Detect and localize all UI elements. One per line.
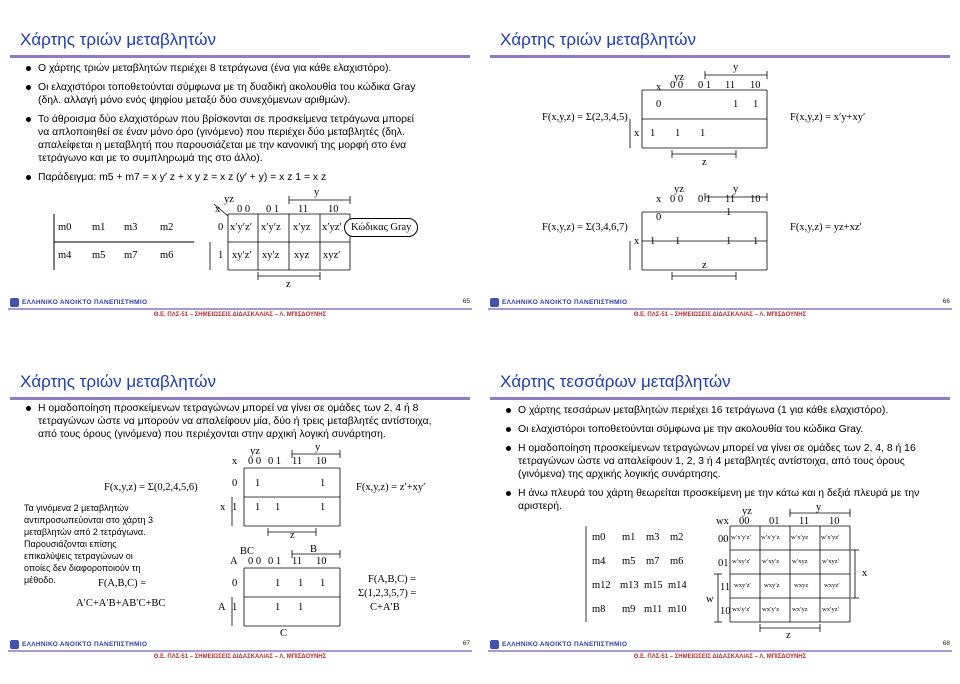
map2-expression-terms: A′C+A′B+AB′C+BC	[76, 598, 166, 609]
minterm-label: m3	[646, 532, 660, 543]
map-cell: 1	[320, 478, 326, 489]
minterm-label: m2	[160, 222, 174, 233]
note-text: Τα γινόμενα 2 μεταβλητών αντιπροσωπεύονται στο χάρτη 3 μεταβλητών από 2 τετράγωνα. Παρουσιάζονται επίσης επικαλύψεις τετραγώνων οι οποίες δεν διαφοροποιούν τη μέθοδο.	[24, 503, 154, 585]
col-header: 10	[328, 204, 339, 215]
bullet-item: Η ομαδοποίηση προσκείμενων τετραγώνων μπορεί να γίνει σε ομάδες των 2, 4 ή 8 τετραγώνων ώστε να μπορούν να απαλείφουν μία, δύο ή τρεις μεταβλητές αντίστοιχα, από τους όρους (γινόμενα) που περιέχονται στην αρχική λογική συνάρτηση.	[26, 402, 436, 441]
map-cell: 1	[320, 502, 326, 513]
col-header: 10	[750, 194, 761, 205]
map-cell: w′xyz′	[822, 558, 840, 565]
axis-label-z: z	[702, 260, 707, 271]
row-header: 1	[232, 502, 238, 513]
axis-label-z: z	[290, 530, 295, 541]
axis-label-y: y	[816, 502, 822, 513]
map-cell: x′y′z′	[230, 222, 253, 233]
bullet-item: Η ομαδοποίηση προσκείμενων τετραγώνων μπορεί να γίνει σε ομάδες των 2, 4, 8 ή 16 τετραγώνων ώστε να απαλείφουν 1, 2, 3 ή 4 μεταβλητές αντίστοιχα, από τους όρους (γινόμενα) της αρχικής λογικής συνάρτησης.	[506, 442, 926, 481]
axis-label-yz: yz	[674, 72, 684, 83]
minterm-label: m1	[622, 532, 636, 543]
col-header: 0 1	[698, 194, 712, 205]
minterm-label: m7	[124, 250, 138, 261]
axis-label-x: x	[656, 82, 662, 93]
university-logo-icon	[490, 298, 499, 307]
minterm-label: m6	[670, 556, 684, 567]
map-cell: w′xyz	[792, 558, 808, 565]
minterm-label: m14	[668, 580, 687, 591]
slide-title: Χάρτης τεσσάρων μεταβλητών	[500, 372, 731, 391]
map2-result: F(x,y,z) = yz+xz′	[790, 222, 862, 233]
map1-expression: F(x,y,z) = Σ(2,3,4,5)	[542, 112, 628, 123]
col-header: 0 0	[248, 456, 262, 467]
map-cell: w′xy′z′	[732, 558, 751, 565]
map-cell: x′yz	[293, 222, 311, 233]
page-number: 66	[942, 298, 950, 305]
row-header: 0	[232, 578, 238, 589]
slide-65	[0, 0, 480, 342]
footer	[488, 296, 952, 318]
slide-67	[0, 342, 480, 684]
minterm-label: m0	[592, 532, 606, 543]
university-logo-icon	[10, 298, 19, 307]
row-header: 1	[232, 602, 238, 613]
map-cell: w′x′yz′	[821, 534, 840, 541]
footer-divider	[488, 650, 952, 652]
bullet-item: Παράδειγμα: m5 + m7 = x y′ z + x y z = x z (y′ + y) = x z 1 = x z	[26, 171, 426, 184]
map-cell: 1	[700, 128, 706, 139]
row-header: 00	[718, 534, 729, 545]
map-cell: wx′y′z	[762, 606, 780, 613]
col-header: 0 0	[670, 194, 684, 205]
row-header: 0	[232, 478, 238, 489]
row-header: 0	[656, 212, 662, 223]
row-header: 1	[650, 128, 656, 139]
karnaugh-map-4var	[714, 509, 859, 632]
row-header: 10	[720, 606, 731, 617]
map-cell: 1	[733, 99, 739, 110]
map2-result: F(A,B,C) =	[368, 574, 417, 585]
karnaugh-figures	[480, 0, 960, 300]
col-header: 11	[799, 516, 810, 527]
map-cell: w′x′yz	[791, 534, 809, 541]
map-cell: w′xy′z	[762, 558, 780, 565]
axis-label-bc: BC	[240, 546, 255, 557]
university-logo-icon	[490, 640, 499, 649]
university-name: ΕΛΛΗΝΙΚΟ ΑΝΟΙΚΤΟ ΠΑΝΕΠΙΣΤΗΜΙΟ	[490, 640, 627, 649]
map-cell: x′y′z	[261, 222, 281, 233]
map-cell: 1	[753, 236, 759, 247]
col-header: 10	[316, 556, 327, 567]
axis-label-x: x	[220, 502, 226, 513]
map-cell: wx′y′z′	[732, 606, 751, 613]
university-name: ΕΛΛΗΝΙΚΟ ΑΝΟΙΚΤΟ ΠΑΝΕΠΙΣΤΗΜΙΟ	[10, 640, 147, 649]
axis-label-x: x	[215, 204, 221, 215]
map2-expression: F(A,B,C) =	[98, 578, 147, 589]
map-cell: x′yz′	[322, 222, 342, 233]
axis-label-z: z	[786, 630, 791, 641]
footer-divider	[8, 650, 472, 652]
footer	[8, 296, 472, 318]
col-header: 00	[739, 516, 750, 527]
axis-label-x: x	[634, 128, 640, 139]
minterm-label: m3	[124, 222, 138, 233]
col-header: 10	[829, 516, 840, 527]
university-logo-icon	[10, 640, 19, 649]
map-cell: wxy′z′	[734, 582, 752, 589]
bullet-item: Ο χάρτης τεσσάρων μεταβλητών περιέχει 16 τετράγωνα (1 για κάθε ελαχιστόρο).	[506, 404, 926, 417]
map2-result-simplified: C+A′B	[370, 602, 400, 613]
col-header: 0 1	[266, 204, 280, 215]
map-cell: 1	[675, 236, 681, 247]
course-info: Θ.Ε. ΠΛΣ-51 – ΣΗΜΕΙΩΣΕΙΣ ΔΙΔΑΣΚΑΛΙΑΣ – Λ. ΜΠΙΣΔΟΥΝΗΣ	[633, 654, 807, 660]
axis-label-y: y	[314, 187, 320, 198]
row-header: 11	[720, 582, 731, 593]
row-header: 0	[656, 99, 662, 110]
minterm-label: m4	[58, 250, 72, 261]
footer-divider	[8, 308, 472, 310]
slide-66	[480, 0, 960, 342]
bullet-item: Οι ελαχιστόροι τοποθετούνται σύμφωνα με την ακολουθία του κώδικα Gray.	[506, 423, 926, 436]
minterm-label: m11	[644, 604, 663, 615]
footer	[488, 638, 952, 660]
col-header: 10	[750, 80, 761, 91]
bullet-item: Ο χάρτης τριών μεταβλητών περιέχει 8 τετράγωνα (ένα για κάθε ελαχιστόρο).	[26, 62, 426, 75]
axis-label-x: x	[862, 568, 868, 579]
minterm-label: m8	[592, 604, 606, 615]
col-header: 0 1	[698, 80, 712, 91]
axis-label-b: B	[310, 544, 318, 555]
axis-label-x: x	[634, 236, 640, 247]
slide-68	[480, 342, 960, 684]
map-cell: wx′yz′	[822, 606, 840, 613]
map-cell: wxy′z	[764, 582, 780, 589]
map1-result: F(x,y,z) = x′y+xy′	[790, 112, 866, 123]
col-header: 0 0	[670, 80, 684, 91]
bullet-item: Η άνω πλευρά του χάρτη θεωρείται προσκείμενη με την κάτω και η δεξιά πλευρά με την αριστερή.	[506, 487, 926, 513]
col-header: 0 0	[237, 204, 251, 215]
col-header: 01	[769, 516, 780, 527]
footer	[8, 638, 472, 660]
axis-label-c: C	[280, 628, 288, 639]
axis-label-yz: yz	[224, 194, 234, 205]
map-cell: 1	[298, 578, 304, 589]
axis-label-wx: wx	[716, 516, 729, 527]
map-cell: w′x′y′z′	[731, 534, 752, 541]
footer-divider	[488, 308, 952, 310]
axis-label-a: A	[230, 556, 238, 567]
minterm-label: m2	[670, 532, 684, 543]
minterm-label: m5	[622, 556, 636, 567]
slide-title: Χάρτης τριών μεταβλητών	[20, 30, 216, 49]
course-info: Θ.Ε. ΠΛΣ-51 – ΣΗΜΕΙΩΣΕΙΣ ΔΙΔΑΣΚΑΛΙΑΣ – Λ. ΜΠΙΣΔΟΥΝΗΣ	[633, 312, 807, 318]
row-header: 0	[218, 222, 224, 233]
page-number: 67	[462, 640, 470, 647]
map2-result-sum: Σ(1,2,3,5,7) =	[358, 588, 417, 599]
col-header: 11	[298, 204, 309, 215]
page-number: 68	[942, 640, 950, 647]
minterm-label: m0	[58, 222, 72, 233]
map-cell: xy′z′	[232, 250, 252, 261]
minterm-label: m12	[592, 580, 611, 591]
map-cell: 1	[255, 502, 261, 513]
minterm-label: m10	[668, 604, 687, 615]
map-cell: xy′z	[262, 250, 280, 261]
minterm-label: m6	[160, 250, 174, 261]
axis-label-a: A	[218, 602, 226, 613]
map-cell: wxyz′	[824, 582, 840, 589]
axis-label-z: z	[702, 157, 707, 168]
map-cell: 1	[298, 602, 304, 613]
minterm-label: m4	[592, 556, 606, 567]
axis-label-y: y	[315, 442, 321, 453]
axis-label-yz: yz	[250, 446, 260, 457]
map-cell: 1	[275, 502, 281, 513]
bullet-item: Οι ελαχιστόροι τοποθετούνται σύμφωνα με τη δυαδική ακολουθία του κώδικα Gray (δηλ. αλλαγή μόνο ενός ψηφίου μεταξύ δύο συνεχόμενων αριθμών).	[26, 81, 426, 107]
map2-expression: F(x,y,z) = Σ(3,4,6,7)	[542, 222, 628, 233]
map-cell: 1	[255, 478, 261, 489]
map-cell: 1	[275, 578, 281, 589]
axis-label-w: w	[706, 594, 714, 605]
map-cell: xyz	[294, 250, 310, 261]
course-info: Θ.Ε. ΠΛΣ-51 – ΣΗΜΕΙΩΣΕΙΣ ΔΙΔΑΣΚΑΛΙΑΣ – Λ. ΜΠΙΣΔΟΥΝΗΣ	[153, 312, 327, 318]
map-cell: 1	[726, 207, 732, 218]
map-cell: wxyz	[794, 582, 809, 589]
axis-label-x: x	[656, 194, 662, 205]
map-cell: 1	[726, 236, 732, 247]
gray-code-callout: Κώδικας Gray	[344, 218, 418, 237]
minterm-label: m15	[644, 580, 663, 591]
slide-title: Χάρτης τριών μεταβλητών	[20, 372, 216, 391]
axis-label-y: y	[733, 184, 739, 195]
minterm-label: m9	[622, 604, 636, 615]
karnaugh-figures	[480, 342, 960, 642]
bullet-item: Το άθροισμα δύο ελαχιστόρων που βρίσκονται σε προσκείμενα τετράγωνα μπορεί να απλοποιηθεί σε έναν μόνο όρο (γινόμενο) που περιέχει δύο μεταβλητές (δηλ. απαλείφεται η μεταβλητή που παρουσιάζεται με την κανονική της μορφή στο ένα τετράγωνο και με το συμπληρωμά της στο άλλο).	[26, 113, 426, 165]
university-name: ΕΛΛΗΝΙΚΟ ΑΝΟΙΚΤΟ ΠΑΝΕΠΙΣΤΗΜΙΟ	[10, 298, 147, 307]
minterm-label: m5	[92, 250, 106, 261]
col-header: 11	[292, 556, 303, 567]
col-header: 11	[725, 80, 736, 91]
map-cell: 1	[675, 128, 681, 139]
course-info: Θ.Ε. ΠΛΣ-51 – ΣΗΜΕΙΩΣΕΙΣ ΔΙΔΑΣΚΑΛΙΑΣ – Λ. ΜΠΙΣΔΟΥΝΗΣ	[153, 654, 327, 660]
map-cell: xyz′	[323, 250, 341, 261]
map-cell: wx′yz	[792, 606, 808, 613]
axis-label-x: x	[232, 456, 238, 467]
university-name: ΕΛΛΗΝΙΚΟ ΑΝΟΙΚΤΟ ΠΑΝΕΠΙΣΤΗΜΙΟ	[490, 298, 627, 307]
map-cell: 1	[753, 99, 759, 110]
minterm-label: m1	[92, 222, 106, 233]
col-header: 0 0	[248, 556, 262, 567]
row-header: 01	[718, 558, 729, 569]
col-header: 0 1	[268, 456, 282, 467]
map-cell: w′x′y′z	[761, 534, 780, 541]
col-header: 11	[725, 194, 736, 205]
axis-label-yz: yz	[674, 184, 684, 195]
minterm-label: m13	[620, 580, 639, 591]
axis-label-y: y	[733, 62, 739, 73]
axis-label-yz: yz	[742, 506, 752, 517]
slide-title: Χάρτης τριών μεταβλητών	[500, 30, 696, 49]
map-cell: 1	[275, 602, 281, 613]
axis-label-z: z	[286, 279, 291, 290]
map1-expression: F(x,y,z) = Σ(0,2,4,5,6)	[104, 482, 198, 493]
col-header: 0 1	[268, 556, 282, 567]
map-cell: 1	[320, 578, 326, 589]
col-header: 10	[316, 456, 327, 467]
col-header: 11	[292, 456, 303, 467]
row-header: 1	[218, 250, 224, 261]
page-number: 65	[462, 298, 470, 305]
row-header: 1	[650, 236, 656, 247]
map1-result: F(x,y,z) = z′+xy′	[356, 482, 426, 493]
minterm-label: m7	[646, 556, 660, 567]
